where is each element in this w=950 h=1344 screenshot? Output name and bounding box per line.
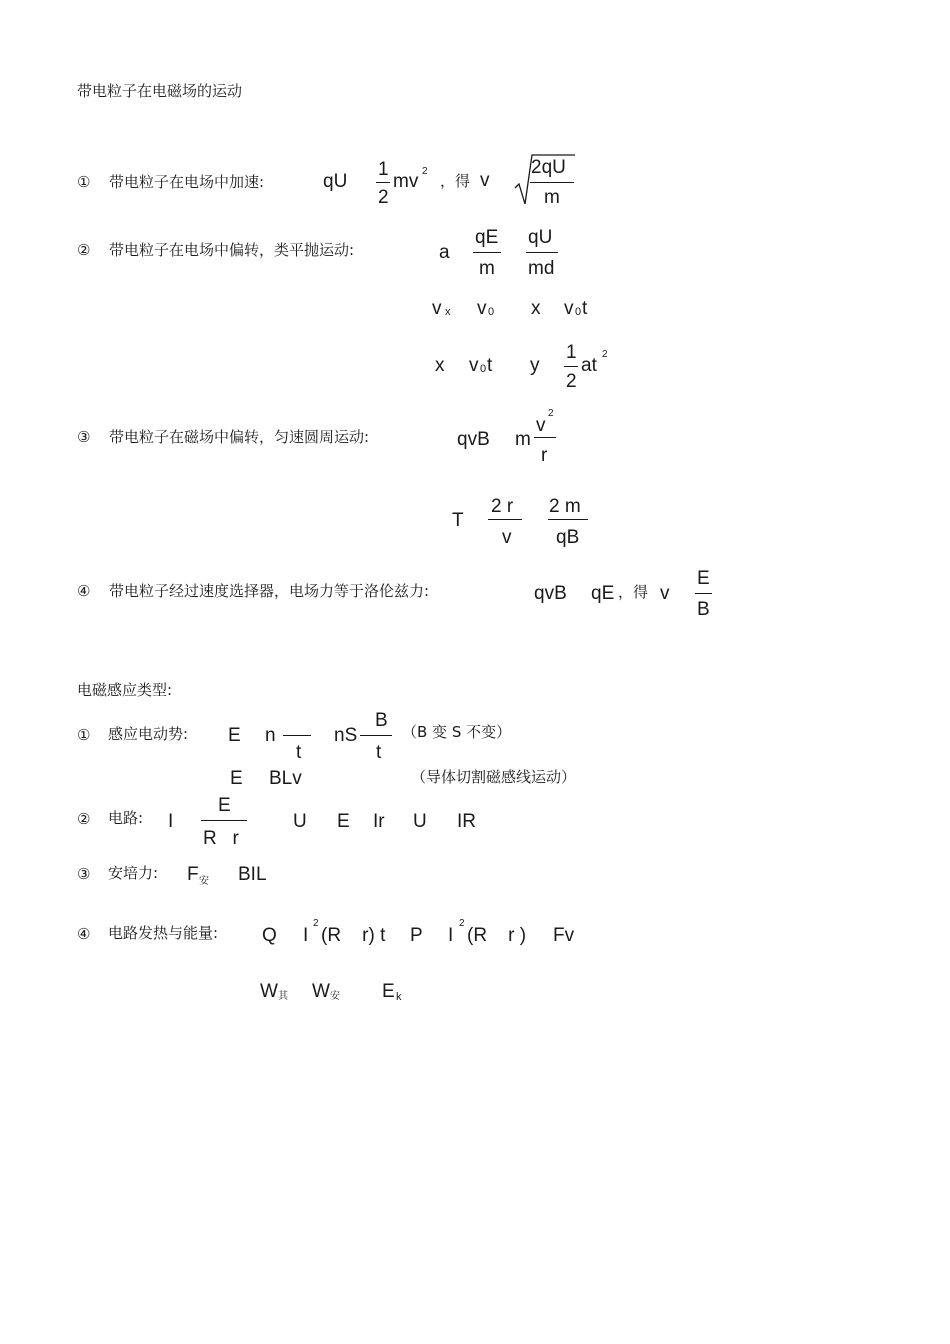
item-label: 安培力: xyxy=(108,864,159,882)
subscript: 安 xyxy=(199,876,209,887)
superscript: 2 xyxy=(422,166,428,177)
formula-term: y xyxy=(530,355,540,376)
formula-term: (R r) t xyxy=(321,925,386,946)
formula-term: BIL xyxy=(238,864,267,885)
formula-term: W xyxy=(260,981,278,1002)
formula-term: x xyxy=(435,355,445,376)
section-title: 电磁感应类型: xyxy=(77,681,173,699)
formula-term: F xyxy=(187,864,199,885)
item-number: ② xyxy=(77,810,91,828)
item-number: ② xyxy=(77,241,91,259)
fraction-bar xyxy=(488,519,522,520)
formula-term: E xyxy=(230,768,243,789)
subscript: 0 xyxy=(488,306,495,318)
formula-term: BLv xyxy=(269,768,302,789)
fraction-denominator: R r xyxy=(203,828,239,849)
item-label: 带电粒子在电场中加速: xyxy=(109,173,265,191)
formula-term: a xyxy=(439,242,450,263)
formula-term: E xyxy=(228,725,241,746)
fraction-denominator: 2 xyxy=(566,371,577,392)
fraction-denominator: 2 xyxy=(378,187,389,208)
formula-term: qU xyxy=(323,171,348,192)
formula-term: I xyxy=(303,925,309,946)
formula-term: mv xyxy=(393,171,419,192)
fraction-bar xyxy=(360,735,392,736)
fraction-bar xyxy=(526,252,558,253)
fraction-denominator: t xyxy=(296,742,302,763)
item-label: 带电粒子在电场中偏转，类平抛运动: xyxy=(109,241,355,259)
superscript: 2 xyxy=(313,918,319,929)
formula-term: T xyxy=(452,510,464,531)
formula-term: v xyxy=(432,298,442,319)
item-label: 电路发热与能量: xyxy=(108,924,219,942)
formula-term: x xyxy=(531,298,541,319)
formula-term: I xyxy=(448,925,454,946)
fraction-bar xyxy=(548,519,588,520)
fraction-bar xyxy=(201,820,247,821)
item-label: 带电粒子在磁场中偏转，匀速圆周运动: xyxy=(109,428,370,446)
subscript: 安 xyxy=(330,991,340,1002)
fraction-numerator: qU xyxy=(528,227,553,248)
formula-term: v xyxy=(480,170,490,191)
formula-term: Ir xyxy=(373,811,385,832)
item-number: ③ xyxy=(77,428,91,446)
formula-term: t xyxy=(487,355,493,376)
formula-term: n xyxy=(265,725,276,746)
formula-term: IR xyxy=(457,811,476,832)
fraction-denominator: t xyxy=(376,742,382,763)
formula-note: （导体切割磁感线运动） xyxy=(411,768,577,786)
fraction-numerator: v xyxy=(536,415,546,436)
formula-text: ，得 xyxy=(440,172,471,190)
item-label: 带电粒子经过速度选择器，电场力等于洛伦兹力: xyxy=(109,582,430,600)
subscript: 0 xyxy=(575,306,582,318)
formula-term: v xyxy=(477,298,487,319)
fraction-denominator: m xyxy=(544,187,560,208)
formula-term: v xyxy=(660,583,670,604)
formula-term: m xyxy=(515,429,531,450)
fraction-bar xyxy=(530,182,574,183)
superscript: 2 xyxy=(602,349,608,360)
formula-term: U xyxy=(413,811,427,832)
fraction-bar xyxy=(534,437,556,438)
formula-term: E xyxy=(382,981,395,1002)
formula-term: E xyxy=(337,811,350,832)
fraction-denominator: qB xyxy=(556,527,580,548)
superscript: 2 xyxy=(459,918,465,929)
item-number: ① xyxy=(77,173,91,191)
fraction-denominator: v xyxy=(502,527,512,548)
fraction-numerator: E xyxy=(218,795,231,816)
formula-note: （B 变 S 不变） xyxy=(402,723,512,741)
page-title: 带电粒子在电磁场的运动 xyxy=(77,82,243,100)
item-number: ① xyxy=(77,726,91,744)
subscript: x xyxy=(445,306,451,318)
fraction-numerator: 2qU xyxy=(531,157,566,178)
subscript: k xyxy=(396,991,402,1003)
formula-term: I xyxy=(168,811,174,832)
item-label: 电路: xyxy=(108,809,144,827)
fraction-denominator: r xyxy=(541,445,548,466)
item-number: ④ xyxy=(77,925,91,943)
formula-term: qE xyxy=(591,583,615,604)
fraction-numerator: 2 r xyxy=(491,496,514,517)
formula-term: t xyxy=(582,298,588,319)
formula-term: (R r ) xyxy=(467,925,527,946)
formula-term: W xyxy=(312,981,330,1002)
fraction-bar xyxy=(376,182,390,183)
fraction-denominator: md xyxy=(528,258,555,279)
fraction-numerator: 1 xyxy=(378,159,389,180)
formula-term: at xyxy=(581,355,597,376)
formula-term: qvB xyxy=(534,583,567,604)
fraction-numerator: 1 xyxy=(566,342,577,363)
fraction-denominator: B xyxy=(697,599,710,620)
formula-term: Fv xyxy=(553,925,575,946)
fraction-bar xyxy=(564,366,578,367)
formula-term: U xyxy=(293,811,307,832)
fraction-denominator: m xyxy=(479,258,495,279)
item-label: 感应电动势: xyxy=(108,725,189,743)
item-number: ③ xyxy=(77,865,91,883)
formula-term: qvB xyxy=(457,429,490,450)
formula-term: nS xyxy=(334,725,358,746)
fraction-numerator: E xyxy=(697,568,710,589)
formula-text: ，得 xyxy=(618,583,649,601)
item-number: ④ xyxy=(77,582,91,600)
formula-term: P xyxy=(410,925,423,946)
subscript: 0 xyxy=(480,363,487,375)
fraction-bar xyxy=(283,735,311,736)
formula-term: v xyxy=(564,298,574,319)
formula-term: v xyxy=(469,355,479,376)
fraction-bar xyxy=(473,252,501,253)
superscript: 2 xyxy=(548,408,554,419)
subscript: 其 xyxy=(278,991,288,1002)
fraction-numerator: qE xyxy=(475,227,499,248)
fraction-numerator: 2 m xyxy=(549,496,581,517)
formula-term: Q xyxy=(262,925,277,946)
fraction-numerator: B xyxy=(375,710,388,731)
fraction-bar xyxy=(695,593,712,594)
